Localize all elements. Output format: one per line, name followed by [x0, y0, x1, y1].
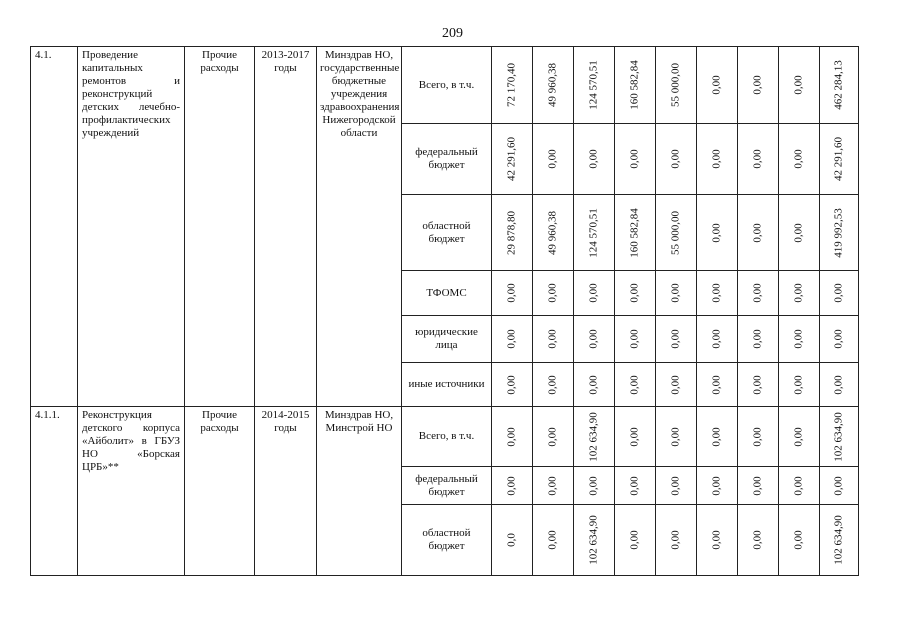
value-cell: 0,00 — [697, 124, 738, 195]
funding-source: областной бюджет — [402, 195, 492, 271]
value-cell: 0,00 — [492, 407, 533, 467]
value-cell: 0,00 — [697, 47, 738, 124]
value-cell: 0,00 — [738, 47, 779, 124]
value-cell: 0,00 — [533, 363, 574, 407]
value-cell: 0,00 — [779, 47, 820, 124]
funding-source: ТФОМС — [402, 271, 492, 316]
row-number: 4.1. — [31, 47, 78, 407]
value-cell: 0,00 — [492, 467, 533, 505]
value-cell: 72 170,40 — [492, 47, 533, 124]
total-cell: 0,00 — [820, 363, 859, 407]
value-cell: 0,00 — [533, 505, 574, 576]
value-cell: 0,00 — [779, 363, 820, 407]
row-number: 4.1.1. — [31, 407, 78, 576]
total-cell: 0,00 — [820, 316, 859, 363]
value-cell: 0,00 — [615, 316, 656, 363]
expense-type: Прочие расходы — [185, 47, 255, 407]
value-cell: 0,00 — [738, 316, 779, 363]
budget-table — [30, 46, 859, 576]
total-cell: 102 634,90 — [820, 407, 859, 467]
value-cell: 0,00 — [697, 467, 738, 505]
value-cell: 55 000,00 — [656, 47, 697, 124]
executor: Минздрав НО, Минстрой НО — [317, 407, 402, 576]
value-cell: 0,0 — [492, 505, 533, 576]
funding-source: Всего, в т.ч. — [402, 47, 492, 124]
value-cell: 0,00 — [615, 363, 656, 407]
measure-title: Реконструкция детского корпуса «Айболит» в ГБУЗ НО «Борская ЦРБ»** — [78, 407, 185, 576]
funding-source: юридические лица — [402, 316, 492, 363]
value-cell: 0,00 — [738, 124, 779, 195]
value-cell: 0,00 — [779, 124, 820, 195]
value-cell: 0,00 — [574, 316, 615, 363]
value-cell: 124 570,51 — [574, 195, 615, 271]
value-cell: 102 634,90 — [574, 407, 615, 467]
table-row — [31, 47, 859, 124]
value-cell: 0,00 — [779, 407, 820, 467]
value-cell: 0,00 — [492, 363, 533, 407]
value-cell: 0,00 — [574, 467, 615, 505]
value-cell: 0,00 — [656, 271, 697, 316]
value-cell: 0,00 — [656, 407, 697, 467]
page-number: 209 — [442, 26, 463, 41]
value-cell: 42 291,60 — [492, 124, 533, 195]
value-cell: 0,00 — [697, 271, 738, 316]
total-cell: 0,00 — [820, 271, 859, 316]
value-cell: 0,00 — [779, 195, 820, 271]
value-cell: 0,00 — [697, 363, 738, 407]
value-cell: 0,00 — [738, 195, 779, 271]
value-cell: 0,00 — [492, 271, 533, 316]
value-cell: 0,00 — [779, 505, 820, 576]
value-cell: 0,00 — [738, 407, 779, 467]
value-cell: 0,00 — [615, 271, 656, 316]
value-cell: 0,00 — [656, 505, 697, 576]
value-cell: 0,00 — [738, 467, 779, 505]
value-cell: 160 582,84 — [615, 47, 656, 124]
value-cell: 0,00 — [533, 467, 574, 505]
period: 2014-2015 годы — [255, 407, 317, 576]
value-cell: 0,00 — [656, 467, 697, 505]
value-cell: 0,00 — [574, 363, 615, 407]
value-cell: 0,00 — [574, 124, 615, 195]
value-cell: 0,00 — [533, 124, 574, 195]
value-cell: 0,00 — [697, 407, 738, 467]
value-cell: 0,00 — [779, 467, 820, 505]
measure-title: Проведение капитальных ремонтов и реконструкций детских лечебно-профилактических учреждений — [78, 47, 185, 407]
value-cell: 0,00 — [697, 195, 738, 271]
value-cell: 0,00 — [574, 271, 615, 316]
value-cell: 29 878,80 — [492, 195, 533, 271]
value-cell: 0,00 — [779, 316, 820, 363]
funding-source: Всего, в т.ч. — [402, 407, 492, 467]
funding-source: федеральный бюджет — [402, 467, 492, 505]
value-cell: 0,00 — [738, 505, 779, 576]
value-cell: 55 000,00 — [656, 195, 697, 271]
value-cell: 49 960,38 — [533, 47, 574, 124]
funding-source: иные источники — [402, 363, 492, 407]
total-cell: 419 992,53 — [820, 195, 859, 271]
funding-source: федеральный бюджет — [402, 124, 492, 195]
executor: Минздрав НО, государственные бюджетные учреждения здравоохранения Нижегородской области — [317, 47, 402, 407]
value-cell: 0,00 — [615, 407, 656, 467]
value-cell: 0,00 — [656, 316, 697, 363]
value-cell: 0,00 — [533, 316, 574, 363]
value-cell: 0,00 — [615, 124, 656, 195]
value-cell: 0,00 — [697, 316, 738, 363]
total-cell: 0,00 — [820, 467, 859, 505]
value-cell: 124 570,51 — [574, 47, 615, 124]
value-cell: 0,00 — [615, 505, 656, 576]
value-cell: 0,00 — [738, 271, 779, 316]
value-cell: 49 960,38 — [533, 195, 574, 271]
total-cell: 462 284,13 — [820, 47, 859, 124]
value-cell: 0,00 — [533, 271, 574, 316]
value-cell: 0,00 — [779, 271, 820, 316]
total-cell: 42 291,60 — [820, 124, 859, 195]
value-cell: 0,00 — [697, 505, 738, 576]
value-cell: 0,00 — [492, 316, 533, 363]
period: 2013-2017 годы — [255, 47, 317, 407]
expense-type: Прочие расходы — [185, 407, 255, 576]
value-cell: 0,00 — [533, 407, 574, 467]
total-cell: 102 634,90 — [820, 505, 859, 576]
value-cell: 0,00 — [615, 467, 656, 505]
value-cell: 0,00 — [738, 363, 779, 407]
value-cell: 102 634,90 — [574, 505, 615, 576]
value-cell: 0,00 — [656, 363, 697, 407]
value-cell: 160 582,84 — [615, 195, 656, 271]
value-cell: 0,00 — [656, 124, 697, 195]
funding-source: областной бюджет — [402, 505, 492, 576]
table-row — [31, 407, 859, 467]
